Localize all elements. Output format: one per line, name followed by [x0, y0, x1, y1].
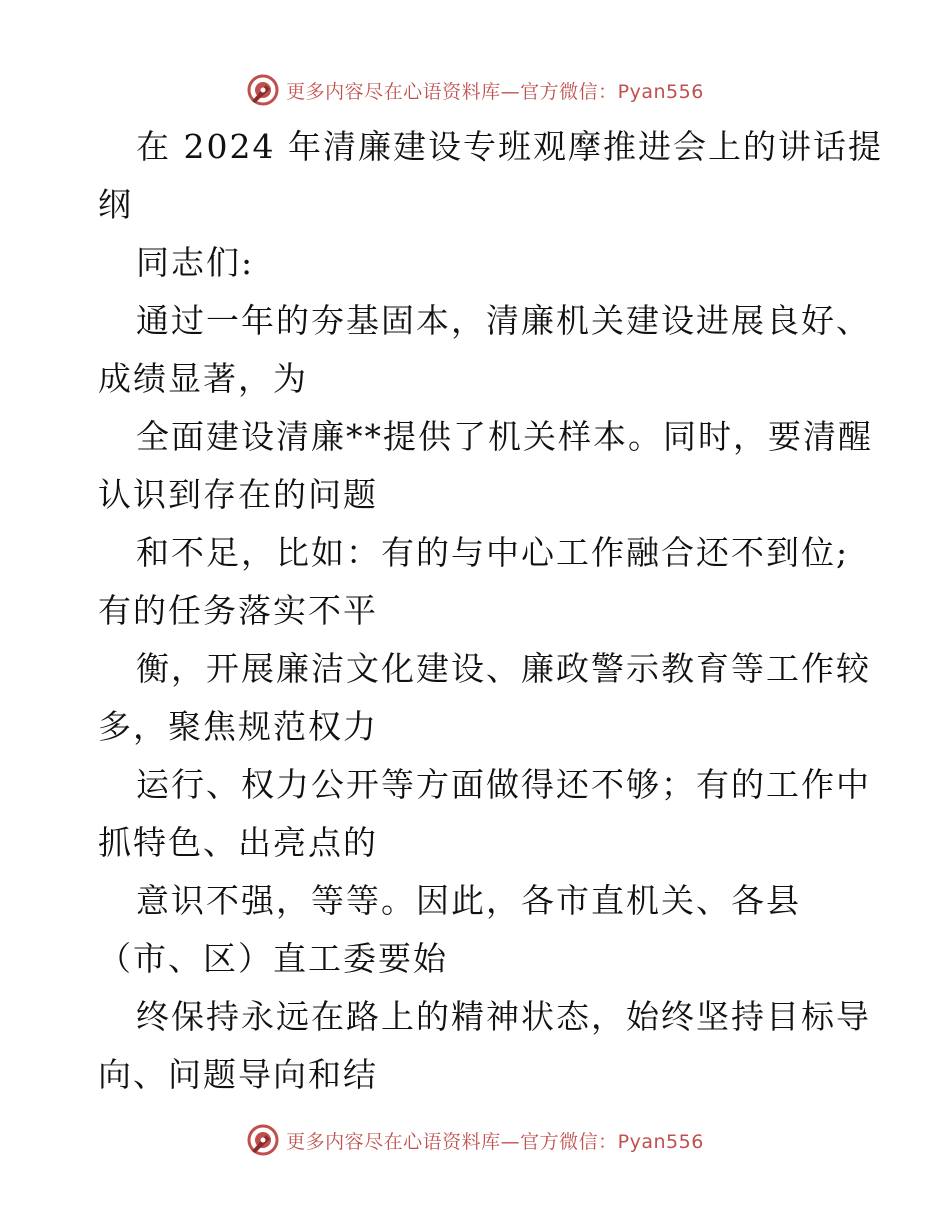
text-line: 纲 — [98, 185, 133, 224]
watermark-text: 更多内容尽在心语资料库—官方微信：Pyan556 — [286, 80, 704, 103]
text-line: 成绩显著，为 — [98, 359, 308, 398]
pen-nib-seal-icon — [246, 73, 280, 107]
text-line: 全面建设清廉**提供了机关样本。同时，要清醒 — [136, 417, 873, 456]
text-line: 同志们: — [136, 243, 255, 282]
text-line: 运行、权力公开等方面做得还不够；有的工作中 — [136, 765, 871, 804]
text-line: （市、区）直工委要始 — [98, 939, 448, 978]
text-line: 向、问题导向和结 — [98, 1055, 378, 1094]
text-line: 有的任务落实不平 — [98, 591, 378, 630]
text-line: 通过一年的夯基固本，清廉机关建设进展良好、 — [136, 301, 871, 340]
watermark-text: 更多内容尽在心语资料库—官方微信：Pyan556 — [286, 1130, 704, 1153]
document-body — [98, 118, 883, 1104]
text-line: 在 2024 年清廉建设专班观摩推进会上的讲话提 — [136, 127, 883, 166]
text-line: 抓特色、出亮点的 — [98, 823, 378, 862]
text-line: 认识到存在的问题 — [98, 475, 378, 514]
text-line: 多，聚焦规范权力 — [98, 707, 378, 746]
text-line: 和不足，比如：有的与中心工作融合还不到位; — [136, 533, 850, 572]
text-line: 意识不强，等等。因此，各市直机关、各县 — [136, 881, 801, 920]
header-watermark — [0, 70, 950, 110]
pen-nib-seal-icon — [246, 1123, 280, 1157]
text-line: 衡，开展廉洁文化建设、廉政警示教育等工作较 — [136, 649, 871, 688]
text-line: 终保持永远在路上的精神状态，始终坚持目标导 — [136, 997, 871, 1036]
footer-watermark — [0, 1120, 950, 1160]
